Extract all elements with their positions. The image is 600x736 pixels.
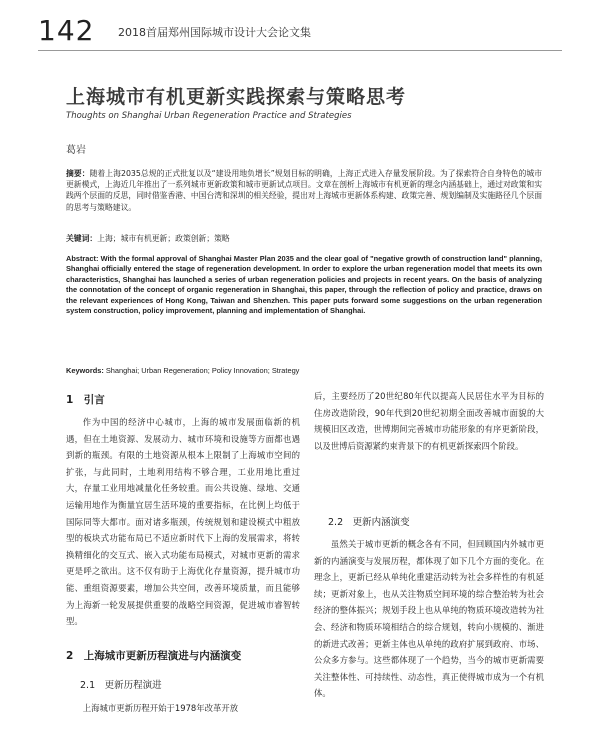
section-1-paragraph: 作为中国的经济中心城市，上海的城市发展面临新的机遇，但在土地资源、发展动力、城市环境和设施等方面都也遇到新的瓶颈。有限的土地资源从根本上限制了上海城市空间的扩张，与此同时，土地利用结构不够合理，工业用地比重过大，存量工业用地减量化任务较重。而公共设施、绿地、交通运输用地作为衡量宜居生活环境的重要指标，在比例上均低于国际同等大都市。面对诸多瓶颈，传统规划和建设模式中粗放型的板块式功能布局已不适应新时代下上海的发展需求，将转换精细化的交互式、嵌入式功能布局模式，对城市更新的需求更是呼之欲出。这不仅有助于上海优化存量资源，提升城市功能、重组资源要素，增加公共空间，改善环境质量，而且能够为上海新一轮发展提供重要的战略空间资源，促进城市睿智转型。 bbox=[66, 417, 300, 627]
keywords-zh-text: 上海；城市有机更新；政策创新；策略 bbox=[97, 234, 230, 243]
abstract-en-label: Abstract: bbox=[66, 254, 99, 263]
section-2-1-heading: 2.1 更新历程演进 bbox=[80, 680, 162, 691]
keywords-zh bbox=[66, 233, 542, 244]
header-divider bbox=[38, 50, 562, 51]
section-2-heading: 2 上海城市更新历程演进与内涵演变 bbox=[66, 650, 242, 662]
section-1-heading: 1 引言 bbox=[66, 394, 105, 406]
section-2-1-paragraph-continued: 后，主要经历了20世纪80年代以提高人民居住水平为目标的住房改造阶段，90年代到20世纪初期全面改善城市面貌的大规模旧区改造，世博期间完善城市功能形象的有序更新阶段，以及世博后资源紧约束背景下的有机更新探索四个阶段。 bbox=[314, 391, 544, 451]
paper-title-zh: 上海城市有机更新实践探索与策略思考 bbox=[66, 86, 407, 108]
abstract-zh-label: 摘要： bbox=[66, 169, 90, 178]
section-2-1-paragraph-start: 上海城市更新历程开始于1978年改革开放 bbox=[82, 703, 239, 713]
abstract-zh bbox=[66, 168, 542, 213]
page-number: 142 bbox=[38, 14, 95, 47]
author-name: 葛岩 bbox=[66, 145, 86, 156]
keywords-en bbox=[66, 365, 542, 376]
paper-title-en: Thoughts on Shanghai Urban Regeneration Practice and Strategies bbox=[66, 111, 352, 121]
abstract-en bbox=[66, 254, 542, 316]
section-2-2-paragraph: 虽然关于城市更新的概念各有不同，但回顾国内外城市更新的内涵演变与发展历程，都体现了如下几个方面的变化。在理念上，更新已经从单纯化重建活动转为社会多样性的有机延续；更新对象上，也从关注物质空间环境的综合整治转为社会经济的整体振兴；规划手段上也从单纯的物质环境改造转为社会、经济和物质环境相结合的综合规划，转向小规模的、渐进的新进式改善；更新主体也从单纯的政府扩展到政府、市场、公众多方参与。这些都体现了一个趋势，当今的城市更新需要关注整体性、可持续性、动态性，真正使得城市成为一个有机体。 bbox=[314, 539, 544, 699]
abstract-en-text: With the formal approval of Shanghai Master Plan 2035 and the clear goal of "negative growth of construction land" planning, Shanghai officially entered the stage of regeneration development. In order to explore the urban regeneration model that meets its own characteristics, Shanghai has launched a series of urban regeneration policies and projects in recent years. On the basis of analyzing the connotation of the concept of organic regeneration in Shanghai, this paper, through the reflection of policy and practice, draws on the relevant experiences of Hong Kong, Taiwan and Shenzhen. This paper puts forward some suggestions on the urban regeneration system construction, policy improvement, planning and implementation of Shanghai. bbox=[66, 254, 542, 316]
running-header: 2018首届郑州国际城市设计大会论文集 bbox=[118, 26, 311, 39]
keywords-zh-label: 关键词： bbox=[66, 234, 98, 243]
section-2-2-heading: 2.2 更新内涵演变 bbox=[328, 517, 410, 528]
keywords-en-text: Shanghai; Urban Regeneration; Policy Innovation; Strategy bbox=[105, 366, 300, 375]
keywords-en-label: Keywords: bbox=[66, 366, 104, 375]
abstract-zh-text: 随着上海2035总规的正式批复以及“建设用地负增长”规划目标的明确，上海正式进入存量发展阶段。为了探索符合自身特色的城市更新模式，上海近几年推出了一系列城市更新政策和城市更新试点项目。文章在剖析上海城市有机更新的理念内涵基础上，通过对政策和实践两个层面的反思，同时借鉴香港、中国台湾和深圳的相关经验，提出对上海城市更新体系构建、政策完善、规划编制及实施路径几个层面的思考与策略建议。 bbox=[66, 169, 542, 212]
